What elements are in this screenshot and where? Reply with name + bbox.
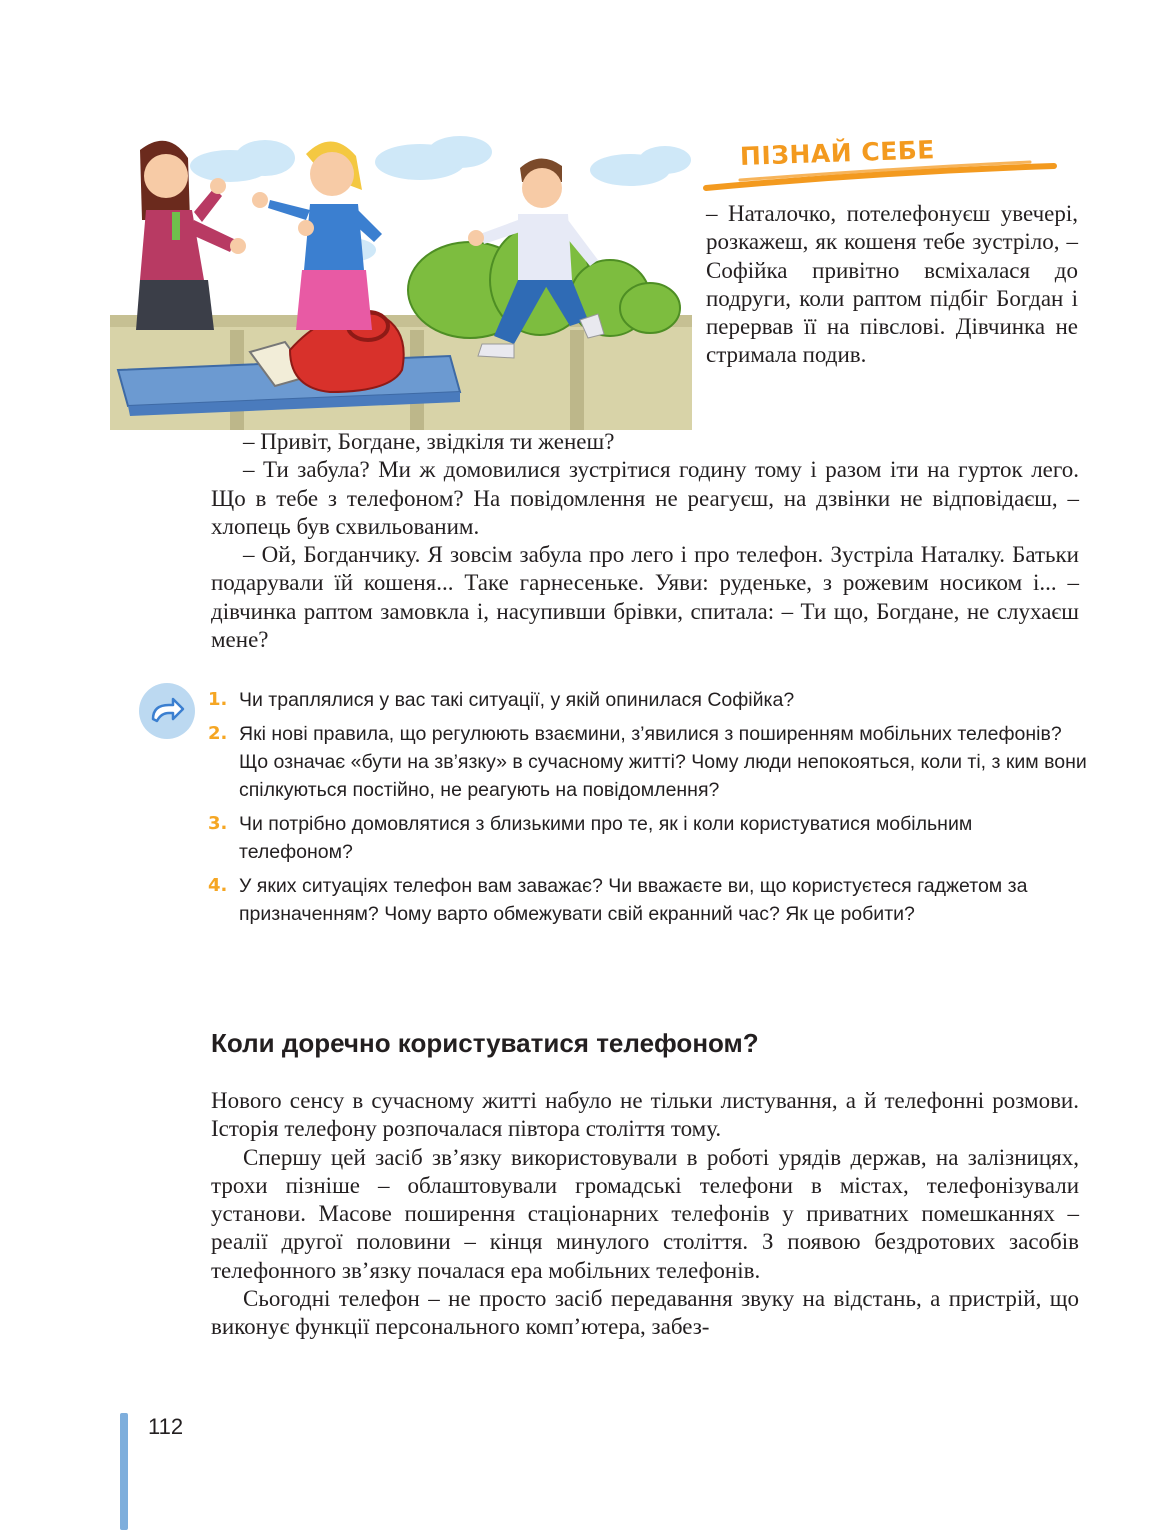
question-number: 2. [208,723,228,744]
page-number: 112 [148,1414,184,1439]
page-margin-bar [120,1413,128,1530]
question-item [208,686,1088,714]
question-text: Чи траплялися у вас такі ситуації, у якій опинилася Софійка? [239,689,795,711]
discussion-arrow-icon [139,683,195,739]
question-number: 4. [208,875,228,896]
children-meeting-illustration [110,130,692,430]
question-text: Чи потрібно домовлятися з близькими про те, як і коли користуватися мобільним телефоном? [239,813,973,863]
body-paragraph: Сьогодні телефон – не просто засіб передавання звуку на відстань, а пристрій, що виконує функції персонального комп’ютера, забез- [211,1286,1079,1340]
question-item [208,720,1088,804]
story-paragraph: – Привіт, Богдане, звідкіля ти женеш? [243,429,615,454]
section-heading: Коли доречно користуватися телефоном? [211,1028,759,1058]
body-paragraph: Спершу цей засіб зв’язку використовували в роботі урядів держав, на залізницях, трохи пізніше – облаштовували громадські телефони в містах, телефонізували установи. Масове поширення стаціонарних телефонів у приватних помешканнях – реалії другої половини – кінця минулого століття. З появою бездротових засобів телефонного зв’язку почалася ера мобільних телефонів. [211,1144,1079,1283]
question-number: 1. [208,689,228,710]
body-paragraph: Нового сенсу в сучасному житті набуло не тільки листування, а й телефонні розмови. Історія телефону розпочалася півтора століття тому. [211,1088,1079,1142]
story-paragraph: – Ти забула? Ми ж домовилися зустрітися годину тому і разом іти на гурток лего. Що в тебе з телефоном? На повідомлення не реагуєш, на дзвінки не відповідаєш, – хлопець був схвильованим. [211,457,1079,539]
story-dialogue [211,428,1079,654]
question-number: 3. [208,813,228,834]
body-text [211,1087,1079,1342]
questions-list [208,686,1088,934]
question-item [208,810,1088,866]
section-label-text: ПІЗНАЙ СЕБЕ [739,135,936,171]
story-intro [706,200,1078,370]
section-label-know-yourself [700,136,1060,196]
story-paragraph: – Ой, Богданчику. Я зовсім забула про лего і про телефон. Зустріла Наталку. Батьки подарували їй кошеня... Таке гарнесеньке. Уяви: руденьке, з рожевим носиком і... – дівчинка раптом замовкла і, насупивши брівки, спитала: – Ти що, Богдане, не слухаєш мене? [211,542,1079,653]
story-side-paragraph: – Наталочко, потелефонуєш увечері, розкажеш, як кошеня тебе зустріло, – Софійка привітно всміхалася до подруги, коли раптом підбіг Богдан і перервав її на півслові. Дівчинка не стримала подив. [706,201,1078,368]
question-item [208,872,1088,928]
question-text: Які нові правила, що регулюють взаємини, з’явилися з поширенням мобільних телефонів? Що означає «бути на зв’язку» в сучасному житті? Чому люди непокояться, коли ті, з ким вони спілкуються постійно, не реагують на повідомлення? [239,723,1087,801]
question-text: У яких ситуаціях телефон вам заважає? Чи вважаєте ви, що користуєтеся гаджетом за призначенням? Чому варто обмежувати свій екранний час? Як це робити? [239,875,1028,925]
